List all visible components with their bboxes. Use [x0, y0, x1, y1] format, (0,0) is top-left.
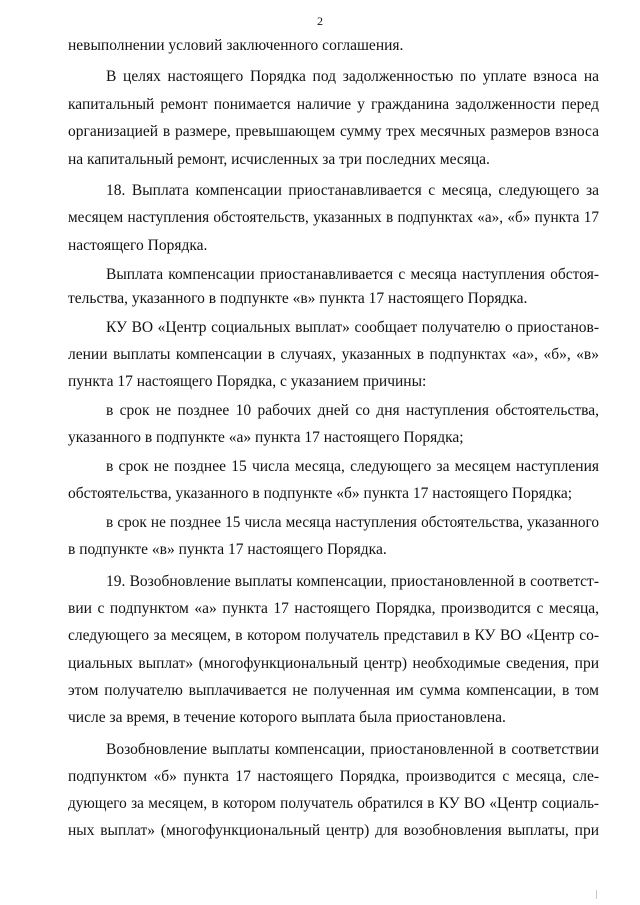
text-line: обстоятельства, указанного в подпункте «б» пункта 17 настоящего Порядка;: [68, 485, 573, 502]
text-line: тельства, указанного в подпункте «в» пункта 17 настоящего Порядка.: [68, 290, 528, 307]
text-line: в срок не позднее 10 рабочих дней со дня наступления обстоятельства,: [106, 402, 599, 419]
text-line: невыполнении условий заключенного соглашения.: [68, 37, 404, 54]
text-line: числе за время, в течение которого выплата была приостановлена.: [68, 709, 506, 726]
text-line: следующего за месяцем, в котором получатель представил в КУ ВО «Центр со-: [68, 627, 599, 644]
text-line: дующего за месяцем, в котором получатель обратился в КУ ВО «Центр социаль-: [68, 795, 599, 812]
text-line: КУ ВО «Центр социальных выплат» сообщает получателю о приостанов-: [106, 319, 599, 336]
text-line: настоящего Порядка.: [68, 237, 208, 254]
text-line: 18. Выплата компенсации приостанавливается с месяца, следующего за: [106, 182, 599, 199]
text-line: организацией в размере, превышающем сумму трех месячных размеров взноса: [68, 123, 599, 140]
text-line: В целях настоящего Порядка под задолженностью по уплате взноса на: [106, 68, 599, 85]
text-line: 19. Возобновление выплаты компенсации, приостановленной в соответст-: [106, 573, 599, 590]
text-line: ных выплат» (многофункциональный центр) для возобновления выплаты, при: [68, 822, 599, 839]
text-line: пункта 17 настоящего Порядка, с указанием причины:: [68, 373, 427, 390]
text-line: вии с подпунктом «а» пункта 17 настоящего Порядка, производится с месяца,: [68, 600, 599, 617]
text-line: Возобновление выплаты компенсации, приостановленной в соответствии: [106, 741, 599, 758]
text-line: указанного в подпункте «а» пункта 17 настоящего Порядка;: [68, 429, 464, 446]
text-line: капитальный ремонт понимается наличие у гражданина задолженности перед: [68, 96, 599, 113]
text-line: Выплата компенсации приостанавливается с месяца наступления обстоя-: [106, 266, 599, 283]
scan-edge-mark: [596, 890, 597, 899]
page-number: 2: [317, 14, 323, 28]
text-line: на капитальный ремонт, исчисленных за три последних месяца.: [68, 151, 490, 168]
text-line: лении выплаты компенсации в случаях, указанных в подпунктах «а», «б», «в»: [68, 346, 599, 363]
text-line: месяцем наступления обстоятельств, указанных в подпунктах «а», «б» пункта 17: [68, 209, 599, 226]
text-line: в срок не позднее 15 числа месяца наступления обстоятельства, указанного: [106, 514, 599, 531]
text-line: в срок не позднее 15 числа месяца, следующего за месяцем наступления: [106, 458, 599, 475]
text-line: этом получателю выплачивается не полученная им сумма компенсации, в том: [68, 682, 599, 699]
text-line: циальных выплат» (многофункциональный центр) необходимые сведения, при: [68, 655, 599, 672]
text-line: в подпункте «в» пункта 17 настоящего Порядка.: [68, 541, 387, 558]
text-line: подпунктом «б» пункта 17 настоящего Порядка, производится с месяца, сле-: [68, 768, 599, 785]
